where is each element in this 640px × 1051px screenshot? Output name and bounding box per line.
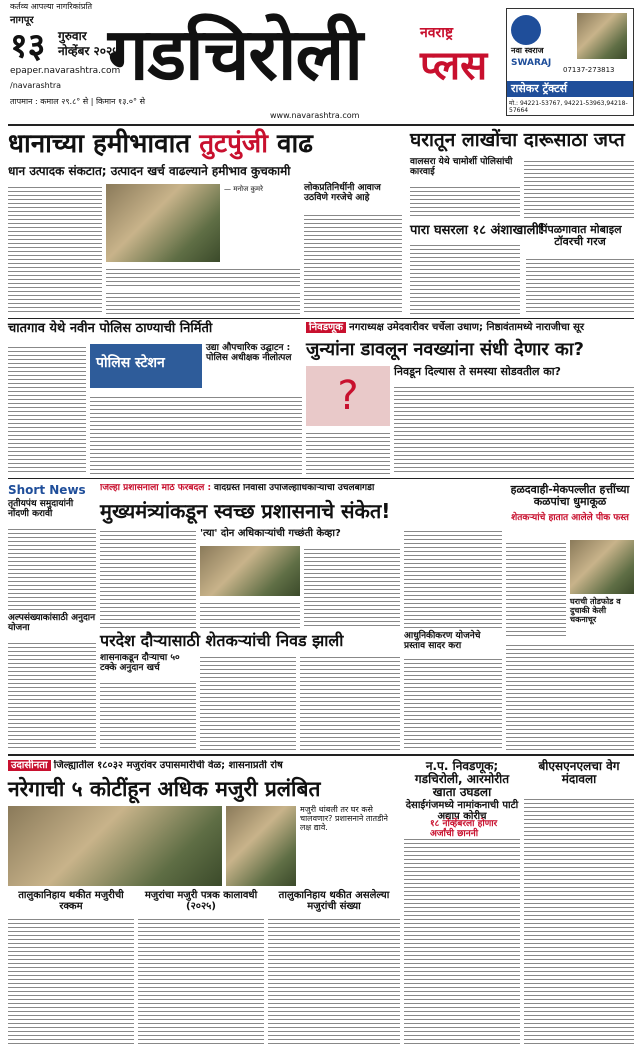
story6-kicker: नगराध्यक्ष उमेदवारीवर चर्चेला उधाण; निष्ठावंतामध्ये नाराजीचा सूर xyxy=(349,322,585,333)
story8-body-col1 xyxy=(100,680,196,750)
masthead-rule xyxy=(8,124,634,126)
rule-1 xyxy=(8,318,634,319)
date-day-number: १३ xyxy=(10,26,46,66)
story1-headline-c: वाढ xyxy=(277,129,313,159)
story2-subhead: वालसरा येथे चामोर्शी पोलिसांची कारवाई xyxy=(410,157,513,177)
story8-body-col3 xyxy=(300,654,400,750)
story1-quote: — मनोज कुमरे xyxy=(224,185,263,193)
story10-quote: मजुरी थांबली तर घर कसे चालवणार? प्रशासनाने तातडीने लक्ष द्यावे. xyxy=(300,805,388,832)
story7-headline: मुख्यमंत्र्यांकडून स्वच्छ प्रशासनाचे संकेत! xyxy=(100,499,391,523)
story7-subhead: आधुनिकीकरण योजनेचे प्रस्ताव सादर करा xyxy=(404,631,481,651)
story6-headline: जुन्यांना डावलून नवख्यांना संधी देणार का? xyxy=(306,339,584,360)
story9-body-col2 xyxy=(506,642,634,750)
story1-headline-b: तुटपुंजी xyxy=(199,129,268,159)
story2-body-col2 xyxy=(524,158,634,218)
edition-brand-bottom: प्लस xyxy=(420,43,488,89)
police-sign: पोलिस स्टेशन xyxy=(96,355,165,371)
story6-body-col2 xyxy=(306,430,390,474)
story11-headline: न.प. निवडणूक; गडचिरोली, आरमोरीत खाता उघडला xyxy=(414,759,510,800)
story6-body xyxy=(394,384,634,474)
story1-quote-name: मनोज कुमरे xyxy=(233,185,263,193)
story7-quote: 'त्या' दोन अधिकाऱ्यांची गच्छंती केव्हा? xyxy=(200,528,341,539)
story7-body-col1 xyxy=(100,528,196,628)
story5-box: उद्या औपचारिक उद्घाटन : पोलिस अधीक्षक नीलोत्पल xyxy=(206,343,292,363)
ad-office-phone: 07137-273813 xyxy=(563,66,615,74)
weather-readout: तापमान : कमाल २९.८° से | किमान १३.०° से xyxy=(10,97,146,106)
story9-headline: हळदवाही-मेकपल्लीत हत्तींच्या कळपांचा धुमाकूळ xyxy=(510,483,630,509)
story4-body xyxy=(526,256,634,314)
date-month-year: नोव्हेंबर २०२५ xyxy=(58,44,119,58)
story10-box3: तालुकानिहाय थकीत असलेल्या मजुरांची संख्या xyxy=(278,890,390,912)
masthead-tagline: कर्तव्य आपल्या नागरिकांप्रति xyxy=(10,2,93,11)
short-news-2-headline: अल्पसंख्याकांसाठी अनुदान योजना xyxy=(8,613,96,633)
story8-subhead: शासनाकडून दौऱ्याचा ५० टक्के अनुदान खर्च xyxy=(100,653,180,673)
question-icon: ? xyxy=(306,366,390,426)
story7-sub-body xyxy=(404,656,502,750)
ad-person-photo xyxy=(577,13,627,59)
story7-body-col4 xyxy=(404,528,502,628)
story11-box: १८ नोव्हेंबरला होणार अर्जांची छाननी xyxy=(430,819,498,839)
story4-headline: पिंपळगावात मोबाइल टॉवरची गरज xyxy=(538,223,622,249)
story9-subhead: घराची तोडफोड व दुचाकी केली चकनाचूर xyxy=(570,597,621,624)
story1-body-col2 xyxy=(304,212,402,314)
story11-body xyxy=(404,836,520,1044)
swaraj-logo-icon xyxy=(511,15,541,45)
story3-headline: पारा घसरला १८ अंशाखाली! xyxy=(410,223,545,238)
story5-body-col1 xyxy=(8,344,86,474)
story2-body xyxy=(410,184,520,218)
ad-brand-label: SWARAJ xyxy=(511,58,552,68)
website-url[interactable]: www.navarashtra.com xyxy=(270,111,360,120)
story6-box: निवडून दिल्यास ते समस्या सोडवतील का? xyxy=(394,365,561,378)
newspaper-title: गडचिरोली xyxy=(108,11,362,96)
story10-box2: मजुरांचा मजुरी पत्रक कालावधी (२०२५) xyxy=(144,890,258,912)
story7-kicker-row xyxy=(100,484,502,494)
story9-box: शेतकऱ्यांचे हातात आलेले पीक फस्त xyxy=(511,513,629,523)
date-weekday: गुरुवार xyxy=(58,29,87,43)
story10-photo xyxy=(8,806,222,886)
story1-body-col3 xyxy=(106,290,300,314)
short-news-1-headline: तृतीयपंथ समुदायांनी नोंदणी करावी xyxy=(8,499,74,519)
story1-body-col1 xyxy=(8,184,102,314)
story1-photo xyxy=(106,184,220,262)
epaper-link[interactable]: epaper.navarashtra.com xyxy=(10,66,121,76)
story9-photo xyxy=(570,540,634,594)
story1-headline xyxy=(8,130,313,159)
story1-box: लोकप्रतिनिधींनी आवाज उठविणे गरजेचे आहे xyxy=(304,183,381,203)
story5-body-col2 xyxy=(90,394,302,474)
story5-headline: चातगाव येथे नवीन पोलिस ठाण्याची निर्मिती xyxy=(8,321,213,336)
story7-kicker-b: वादग्रस्त निवासी उपजिल्हाधिकाऱ्यांची उचलबांगडी xyxy=(214,484,375,493)
story10-headline: नरेगाची ५ कोटींहून अधिक मजुरी प्रलंबित xyxy=(8,777,321,801)
ad-phone: मो.: 94221-53767, 94221-53963,94218-57664 xyxy=(509,100,628,114)
story10-box1: तालुकानिहाय थकीत मजुरीची रक्कम xyxy=(18,890,124,912)
story9-body xyxy=(506,540,566,638)
masthead-city: नागपूर xyxy=(10,15,34,26)
edition-brand-top: नवराष्ट्र xyxy=(420,25,454,41)
short-news-2-body xyxy=(8,640,96,750)
story7-body-col2 xyxy=(304,546,400,628)
rule-2 xyxy=(8,478,634,479)
story11-subhead: देसाईगंजमध्ये नामांकनाची पाटी अद्याप कोरीच xyxy=(405,800,519,822)
ad-brand-small: नवा स्वराज xyxy=(511,46,544,55)
story10-tag: उदासीनता xyxy=(8,760,51,771)
ad-dealer-name: रासेकर ट्रॅक्टर्स xyxy=(507,81,633,97)
story3-body xyxy=(410,242,520,314)
story5-photo xyxy=(90,344,202,388)
rule-3 xyxy=(8,754,634,756)
tractor-ad[interactable] xyxy=(506,8,634,116)
story7-photo xyxy=(200,546,300,596)
story6-kicker-row xyxy=(306,322,634,333)
story1-caption xyxy=(106,266,300,286)
short-news-label: Short News xyxy=(8,483,86,497)
story10-box3-body xyxy=(268,916,400,1044)
story1-headline-a: धानाच्या हमीभावात xyxy=(8,129,191,159)
social-handle[interactable]: /navarashtra xyxy=(10,81,62,90)
story8-headline: परदेश दौऱ्यासाठी शेतकऱ्यांची निवड झाली xyxy=(100,631,344,650)
story1-subhead: धान उत्पादक संकटात; उत्पादन खर्च वाढल्याने हमीभाव कुचकामी xyxy=(8,164,291,178)
story12-body xyxy=(524,796,634,1044)
story10-box2-body xyxy=(138,916,264,1044)
story8-body-col2 xyxy=(200,654,296,750)
story10-box1-body xyxy=(8,916,134,1044)
story7-kicker: जिल्हा प्रशासनाला मोठे फेरबदल : xyxy=(100,484,212,493)
story2-headline: घरातून लाखोंचा दारूसाठा जप्त xyxy=(410,129,625,151)
story10-kicker-row xyxy=(8,760,396,771)
story12-headline: बीएसएनएलचा वेग मंदावला xyxy=(538,759,620,787)
story10-kicker: जिल्ह्यातील १८०३२ मजुरांवर उपासमारीची वेळ; शासनाप्रती रोष xyxy=(53,760,283,771)
story7-body-col3 xyxy=(200,600,300,628)
story10-photo-2 xyxy=(226,806,296,886)
story6-tag: निवडणूक xyxy=(306,322,346,333)
short-news-1-body xyxy=(8,526,96,610)
